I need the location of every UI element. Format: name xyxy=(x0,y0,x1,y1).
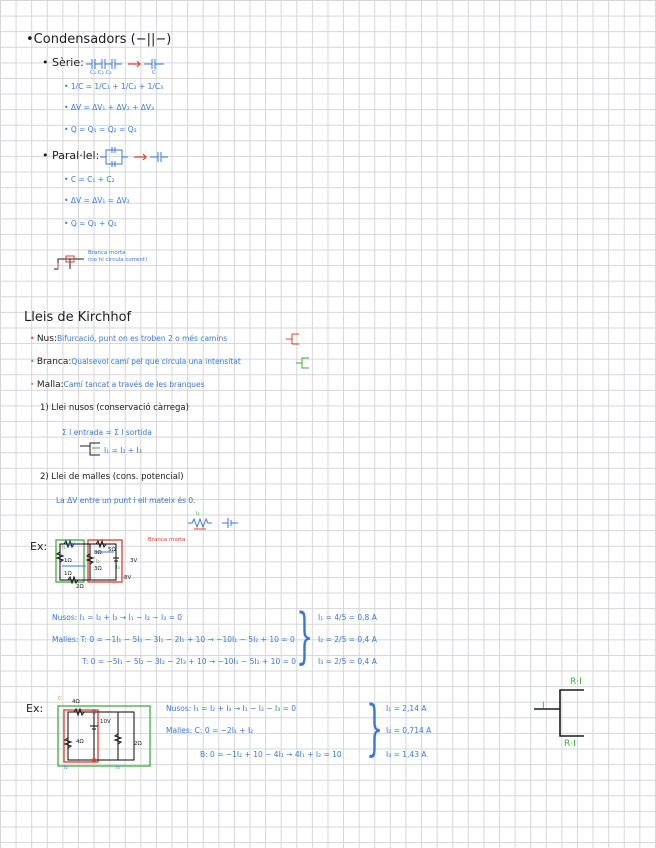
ex2-eq-malles-2: B: 0 = −1I₂ + 10 − 4I₁ → 4I₁ + I₂ = 10 xyxy=(200,750,342,759)
parallel-formula-1: • C = C₁ + C₂ xyxy=(64,175,115,184)
ex1-branca-morta: Branca morta xyxy=(148,537,186,543)
law1-example: I₁ = I₂ + I₃ xyxy=(104,446,142,455)
bullet: • xyxy=(26,32,34,47)
law1-node-diagram xyxy=(80,442,106,458)
ex1-label-i1: I₁ xyxy=(62,545,66,551)
ex1-label-i3: I₃ xyxy=(116,565,120,571)
branca-morta-note-1: Branca morta xyxy=(88,250,126,256)
ex2-result-1: I₁ = 2,14 A xyxy=(386,704,427,713)
serie-formula-2: • ΔV = ΔV₁ + ΔV₂ + ΔV₃ xyxy=(64,103,155,112)
serie-formula-3: • Q = Q₁ = Q₂ = Q₃ xyxy=(64,125,137,134)
ex1-label: Ex: xyxy=(30,540,48,553)
ex1-eq-malles-1: Malles: T: 0 = −1I₁ − 5I₁ − 3I₁ − 2I₁ + 10 → −10I₁ − 5I₂ + 10 = 0 xyxy=(52,635,295,644)
ex2-label-4ohm-b: 4Ω xyxy=(76,739,84,745)
ex2-result-3: I₃ = 1,43 A xyxy=(386,750,427,759)
ex1-result-1: I₁ = 4/5 = 0,8 A xyxy=(318,613,377,622)
ex1-label-1ohm-b: 1Ω xyxy=(64,571,72,577)
ex1-label-i2: I₂ xyxy=(96,559,100,565)
ex1-label-1ohm: 1Ω xyxy=(64,558,72,564)
ex1-eq-malles-2: T: 0 = −5I₁ − 5I₂ − 3I₂ − 2I₃ + 10 → −10I₁ − 5I₂ + 10 = 0 xyxy=(82,657,297,666)
ex2-eq-malles-1: Malles: C: 0 = −2I₁ + I₂ xyxy=(166,726,254,735)
ex1-eq-nusos: Nusos: I₁ = I₂ + I₃ → I₁ − I₂ − I₃ = 0 xyxy=(52,613,183,622)
branca-morta-note-2: (no hi circula corrent) xyxy=(88,257,148,263)
ex2-label-i1: I₁ xyxy=(92,709,96,715)
side-node-diagram xyxy=(534,688,594,744)
ex2-eq-nusos: Nusos: I₁ = I₂ + I₃ → I₁ − I₂ − I₃ = 0 xyxy=(166,704,297,713)
kirchhoff-title: Lleis de Kirchhof xyxy=(24,310,132,325)
law1-formula: Σ I entrada = Σ I sortida xyxy=(62,428,152,437)
side-left-label: I xyxy=(542,701,545,711)
branca-symbol xyxy=(296,357,310,369)
ex2-label-i2: I₂ xyxy=(64,765,68,771)
parallel-label: • Paral·lel: xyxy=(42,149,100,162)
ex1-label-3ohm-b: 3Ω xyxy=(94,566,102,572)
serie-formula-1: • 1/C = 1/C₁ + 1/C₂ + 1/C₃ xyxy=(64,82,164,91)
ex1-label-6v: 6V xyxy=(68,542,76,548)
serie-eq-label: C xyxy=(152,70,156,76)
ex1-label-5ohm: 5Ω xyxy=(108,547,116,553)
ex2-label: Ex: xyxy=(26,702,44,715)
ex2-label-4ohm-a: 4Ω xyxy=(72,699,80,705)
ex1-label-2ohm: 2Ω xyxy=(76,584,84,590)
ex1-result-3: I₃ = 2/5 = 0,4 A xyxy=(318,657,377,666)
law2-text: La ΔV entre un punt i ell mateix és 0. xyxy=(56,496,196,505)
law2-title: 2) Llei de malles (cons. potencial) xyxy=(40,472,184,482)
serie-label: • Sèrie: xyxy=(42,56,84,69)
ex2-brace: } xyxy=(366,693,384,763)
ex2-result-2: I₂ = 0,714 A xyxy=(386,726,432,735)
parallel-capacitors-diagram xyxy=(100,147,170,169)
nus-symbol xyxy=(286,333,300,345)
side-bottom-label: R·I xyxy=(564,739,576,749)
def-nus: • Nus:Bifurcació, punt on es troben 2 o més camins xyxy=(30,334,228,344)
condensadors-title: •Condensadors (−||−) xyxy=(26,32,172,47)
ex1-label-3v: 3V xyxy=(130,558,138,564)
ex2-label-10v: 10V xyxy=(100,719,111,725)
parallel-formula-2: • ΔV = ΔV₁ = ΔV₂ xyxy=(64,196,130,205)
law1-title: 1) Llei nusos (conservació càrrega) xyxy=(40,403,189,413)
branca-morta-diagram xyxy=(54,255,88,273)
ex1-label-8v: 8V xyxy=(124,575,132,581)
def-branca: • Branca:Qualsevol camí pel que circula una intensitat xyxy=(30,357,241,367)
ex1-result-2: I₂ = 2/5 = 0,4 A xyxy=(318,635,377,644)
ex2-label-i3: I₃ xyxy=(116,765,120,771)
ex1-label-3ohm-a: 3Ω xyxy=(94,550,102,556)
ex1-brace: } xyxy=(296,601,314,671)
ex2-label-2ohm: 2Ω xyxy=(134,741,142,747)
parallel-formula-3: • Q = Q₁ + Q₂ xyxy=(64,219,117,228)
ex2-circuit xyxy=(54,698,154,770)
side-top-label: R·I xyxy=(570,677,582,687)
law2-symbols xyxy=(188,517,252,531)
law2-symbol-label: I₁ xyxy=(196,511,200,517)
serie-caps-labels: C₁ C₂ C₃ xyxy=(90,70,112,76)
ex2-label-c: C xyxy=(58,696,62,702)
def-malla: • Malla:Camí tancat a través de les branques xyxy=(30,380,205,390)
